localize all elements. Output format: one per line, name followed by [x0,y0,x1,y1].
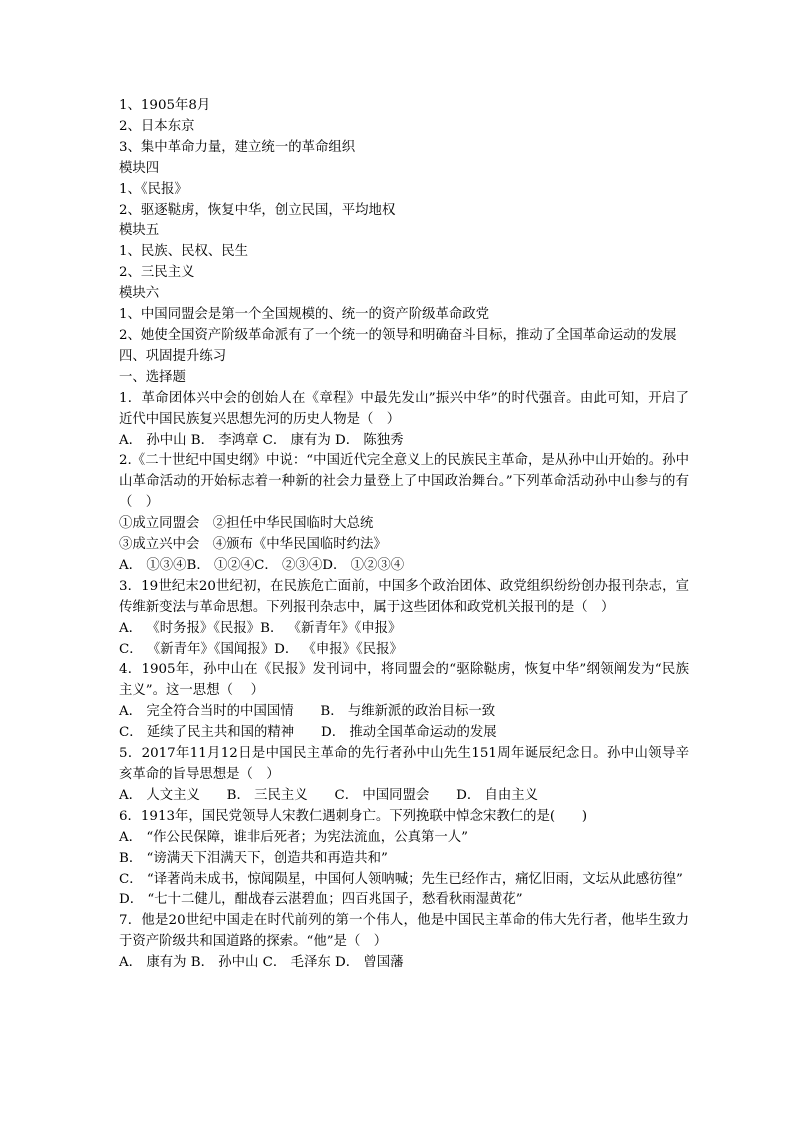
answer-line: 1、《民报》 [119,181,188,197]
module-heading: 模块五 [119,223,160,239]
answer-paragraph: 2、她使全国资产阶级革命派有了一个统一的领导和明确奋斗目标，推动了全国革命运动的发展 [119,327,677,343]
question-stem: 2.《二十世纪中国史纲》中说：“中国近代完全意义上的民族民主革命，是从孙中山开始的。孙中山革命活动的开始标志着一种新的社会力量登上了中国政治舞台。”下列革命活动孙中山参与的有（ ） [119,453,689,511]
answer-line: 1、1905年8月 [119,98,211,113]
module-heading: 模块六 [119,286,160,302]
question-3 [119,577,689,661]
subsection-title: 一、选择题 [119,369,186,385]
question-options: A． 完全符合当时的中国国情 B． 与维新派的政治目标一致 [119,704,496,720]
module-heading: 模块四 [119,160,160,176]
question-options: C． 《新青年》《国闻报》D． 《申报》《民报》 [119,641,403,657]
question-stem: 7．他是20世纪中国走在时代前列的第一个伟人，他是中国民主革命的伟大先行者，他毕生致力于资产阶级共和国道路的探索。“他”是（ ） [119,913,689,950]
question-4 [119,660,689,744]
answer-line: 1、民族、民权、民生 [119,244,249,260]
question-options: ①成立同盟会 ②担任中华民国临时大总统 [119,516,374,532]
question-options: A． 《时务报》《民报》B． 《新青年》《申报》 [119,620,402,636]
question-options: A． 康有为 B． 孙中山 C． 毛泽东 D． 曾国藩 [119,955,404,971]
question-stem: 4．1905年，孙中山在《民报》发刊词中，将同盟会的“驱除鞑虏，恢复中华”纲领阐发为“民族主义”。这一思想（ ） [119,662,689,699]
question-stem: 3．19世纪末20世纪初，在民族危亡面前，中国多个政治团体、政党组织纷纷创办报刊杂志，宣传维新变法与革命思想。下列报刊杂志中，属于这些团体和政党机关报刊的是（ ） [119,578,689,615]
question-5 [119,744,689,807]
question-stem: 1．革命团体兴中会的创始人在《章程》中最先发山”振兴中华”的时代强音。由此可知，开启了近代中国民族复兴思想先河的历史人物是（ ） [119,390,689,427]
question-options: B． “谤满天下泪满天下，创造共和再造共和” [119,850,388,866]
document-page [119,96,689,974]
question-stem: 5．2017年11月12日是中国民主革命的先行者孙中山先生151周年诞辰纪念日。孙中山领导辛亥革命的旨导思想是（ ） [119,746,689,782]
section-title: 四、巩固提升练习 [119,348,227,364]
answer-line: 2、驱逐鞑虏，恢复中华，创立民国，平均地权 [119,202,396,218]
answer-line: 2、三民主义 [119,265,195,281]
answer-line: 1、中国同盟会是第一个全国规模的、统一的资产阶级革命政党 [119,307,490,323]
answer-line: 3、集中革命力量，建立统一的革命组织 [119,139,356,155]
question-1 [119,389,689,452]
question-stem: 6．1913年，国民党领导人宋教仁遇刺身亡。下列挽联中悼念宋教仁的是( ) [119,808,588,824]
question-options: A． 孙中山 B． 李鸿章 C． 康有为 D． 陈独秀 [119,432,404,448]
answer-line: 2、日本东京 [119,118,195,134]
answers-section [119,96,689,347]
question-options: C． 延续了民主共和国的精神 D． 推动全国革命运动的发展 [119,725,497,741]
question-7 [119,911,689,974]
question-6 [119,807,689,912]
question-options: A． ①③④B． ①②④C． ②③④D． ①②③④ [119,557,405,573]
question-options: A． 人文主义 B． 三民主义 C． 中国同盟会 D． 自由主义 [119,787,539,803]
question-options: A． “作公民保障，谁非后死者；为宪法流血，公真第一人” [119,829,468,845]
question-2 [119,451,689,576]
question-options: D． “七十二健儿，酣战春云湛碧血；四百兆国子，愁看秋雨湿黄花” [119,892,523,908]
question-options: C． “译著尚未成书，惊闻陨星，中国何人领呐喊；先生已经作古，痛忆旧雨，文坛从此感彷徨” [119,871,683,887]
question-options: ③成立兴中会 ④颁布《中华民国临时约法》 [119,537,387,553]
